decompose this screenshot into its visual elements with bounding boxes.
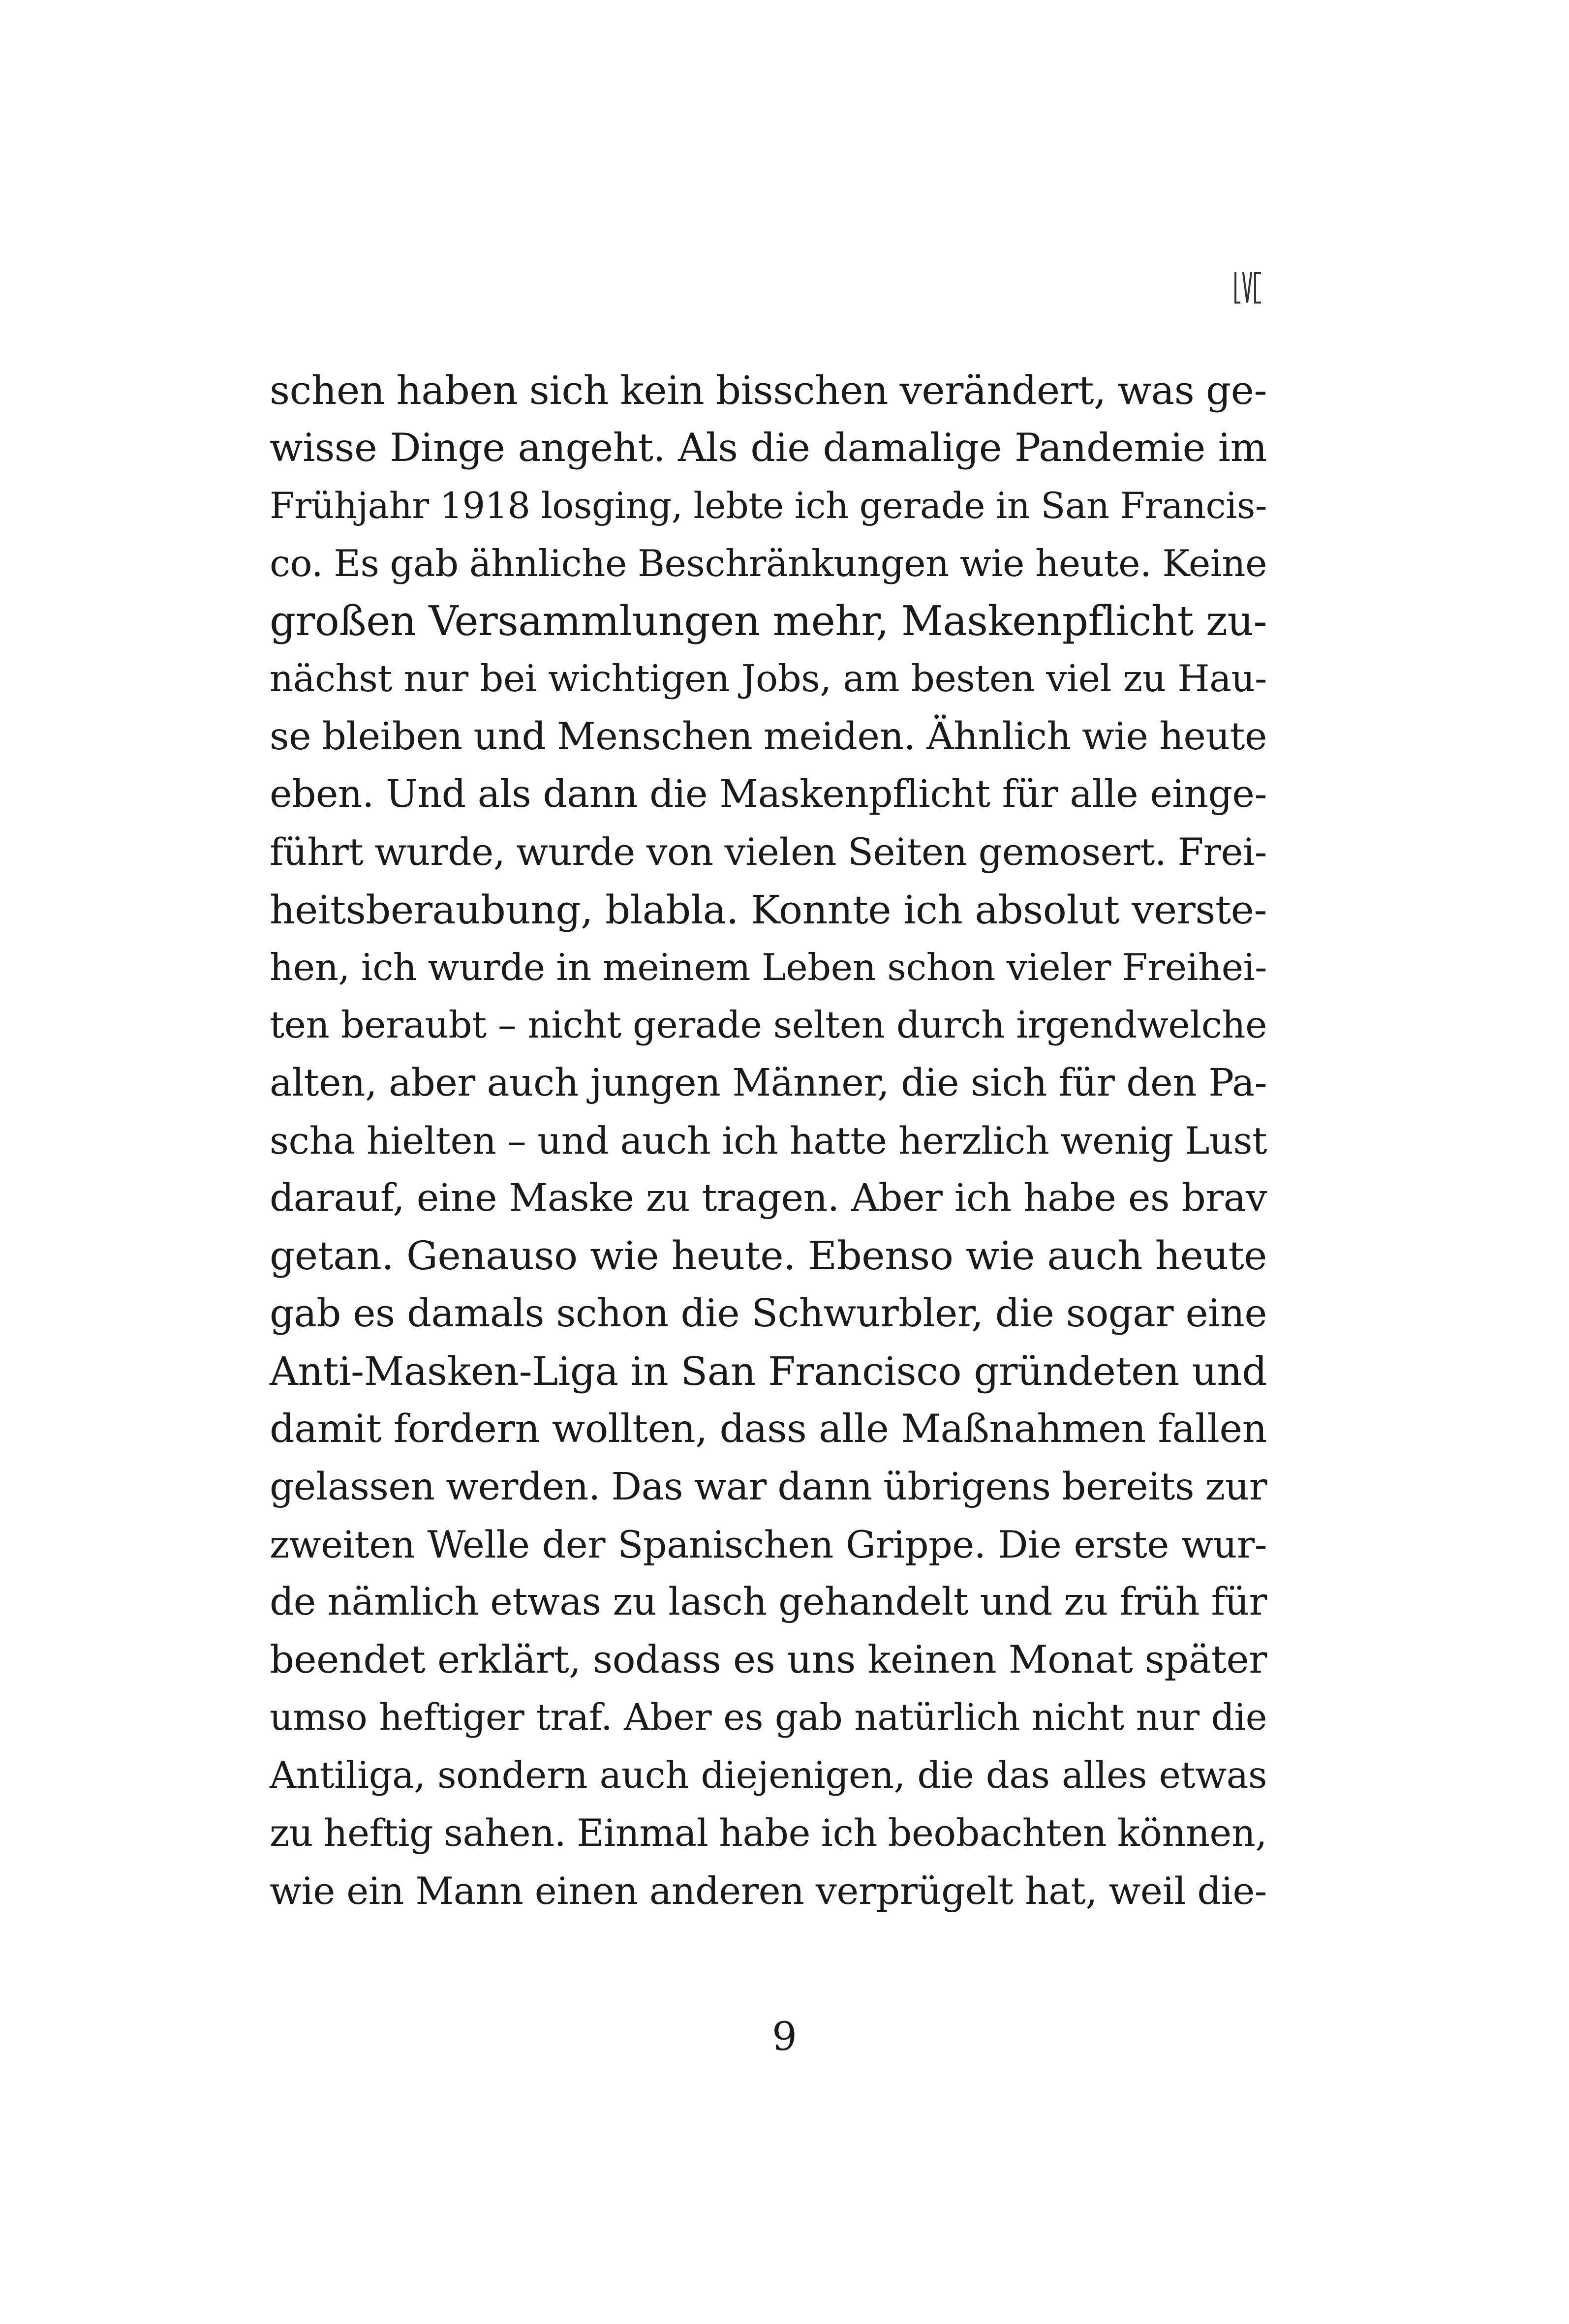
text-line: heitsberaubung, blabla. Konnte ich absolut verste-: [270, 887, 1267, 933]
text-line: hen, ich wurde in meinem Leben schon vieler Freihei-: [270, 945, 1267, 989]
chapter-marker-icon: [1232, 268, 1267, 307]
text-line: schen haben sich kein bisschen verändert, was ge-: [270, 367, 1267, 413]
text-line: damit fordern wollten, dass alle Maßnahmen fallen: [270, 1406, 1267, 1452]
text-line: großen Versammlungen mehr, Maskenpflicht zu-: [270, 597, 1267, 645]
text-line: darauf, eine Maske zu tragen. Aber ich habe es brav: [270, 1176, 1267, 1221]
text-line: alten, aber auch jungen Männer, die sich für den Pa-: [270, 1061, 1267, 1105]
text-line: Antiliga, sondern auch diejenigen, die das alles etwas: [270, 1753, 1267, 1797]
text-line: eben. Und als dann die Maskenpflicht für alle einge-: [270, 772, 1267, 817]
text-line: se bleiben und Menschen meiden. Ähnlich wie heute: [270, 714, 1267, 759]
text-line: getan. Genauso wie heute. Ebenso wie auch heute: [270, 1233, 1267, 1279]
text-line: wie ein Mann einen anderen verprügelt hat, weil die-: [270, 1868, 1267, 1913]
text-line: gelassen werden. Das war dann übrigens bereits zur: [270, 1465, 1267, 1509]
text-line: scha hielten – und auch ich hatte herzlich wenig Lust: [270, 1118, 1267, 1162]
text-line: Anti-Masken-Liga in San Francisco gründeten und: [270, 1348, 1267, 1395]
text-line: wisse Dinge angeht. Als die damalige Pandemie im: [270, 425, 1267, 471]
text-line: gab es damals schon die Schwurbler, die sogar eine: [270, 1291, 1267, 1336]
text-line: beendet erklärt, sodass es uns keinen Monat später: [270, 1637, 1267, 1682]
text-line: führt wurde, wurde von vielen Seiten gemosert. Frei-: [270, 830, 1267, 874]
text-line: de nämlich etwas zu lasch gehandelt und zu früh für: [270, 1580, 1267, 1624]
text-line: co. Es gab ähnliche Beschränkungen wie heute. Keine: [270, 541, 1267, 585]
text-line: umso heftiger traf. Aber es gab natürlich nicht nur die: [270, 1696, 1267, 1739]
text-line: ten beraubt – nicht gerade selten durch irgendwelche: [270, 1003, 1267, 1047]
body-text: [270, 362, 1267, 1920]
text-line: Frühjahr 1918 losging, lebte ich gerade in San Francis-: [270, 485, 1267, 527]
text-line: zu heftig sahen. Einmal habe ich beobachten können,: [270, 1811, 1267, 1855]
text-line: nächst nur bei wichtigen Jobs, am besten viel zu Hau-: [270, 657, 1267, 701]
text-line: zweiten Welle der Spanischen Grippe. Die erste wur-: [270, 1522, 1267, 1566]
page-number: 9: [772, 2014, 797, 2059]
